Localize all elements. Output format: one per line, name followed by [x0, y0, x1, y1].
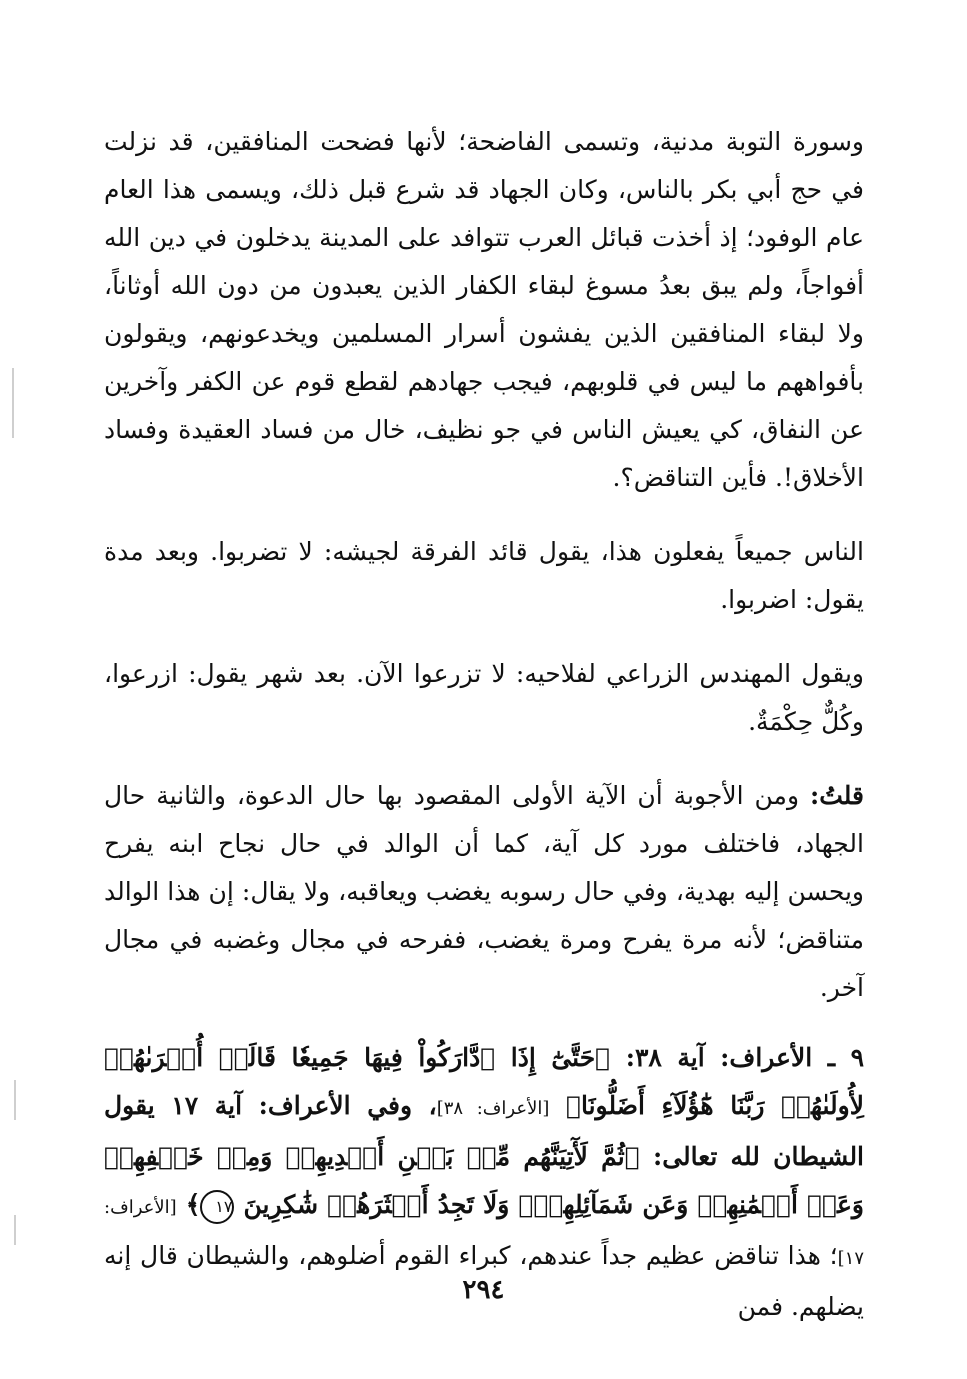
paragraph-army-commander: الناس جميعاً يفعلون هذا، يقول قائد الفرقة لجيشه: لا تضربوا. وبعد مدة يقول: اضربوا.	[104, 537, 864, 614]
al-araf-17-intro: ، وفي الأعراف: آية ١٧ يقول الشيطان لله تعالى:	[104, 1091, 865, 1171]
scan-edge-mark-top	[12, 368, 14, 438]
quran-verse-17-close: ﴾	[176, 1190, 201, 1219]
verse-reference-17: [الأعراف: ١٧]	[104, 1197, 864, 1269]
paragraph-agricultural-engineer: ويقول المهندس الزراعي لفلاحيه: لا تزرعوا الآن. بعد شهر يقول: ازرعوا، وكُلٌّ حِكْمَةٌ.	[104, 659, 864, 736]
verse-reference-38: [الأعراف: ٣٨]	[436, 1098, 550, 1119]
answer-text: ومن الأجوبة أن الآية الأولى المقصود بها حال الدعوة، والثانية حال الجهاد، فاختلف مورد كل آية، كما أن الوالد في حال نجاح ابنه يفرح ويحسن إليه بهدية، وفي حال رسوبه يغضب ويعاقبه، ولا يقال: إن هذا الوالد متناقض؛ لأنه مرة يفرح ومرة يغضب، ففرحه في مجال وغضبه في مجال آخر.	[104, 781, 864, 1002]
al-araf-heading: ٩ ـ الأعراف: آية ٣٨:	[625, 1043, 865, 1072]
answer-lead: قلتُ:	[809, 781, 864, 810]
scan-edge-mark-middle	[14, 1080, 16, 1120]
quran-verse-38: ﴿حَتَّىٰٓ إِذَا ٱدَّارَكُواْ فِيهَا جَمِيعٗا قَالَتۡ أُخۡرَىٰهُمۡ لِأُولَىٰهُمۡ رَبَّنَا هَٰٓؤُلَآءِ أَضَلُّونَا﴾	[104, 1043, 864, 1120]
page-number: ٢٩٤	[462, 1275, 505, 1305]
quran-verse-17: ﴿ثُمَّ لَأٓتِيَنَّهُم مِّنۢ بَيۡنِ أَيۡدِيهِمۡ وَمِنۡ خَلۡفِهِمۡ وَعَنۡ أَيۡمَٰنِهِمۡ وَعَن شَمَآئِلِهِمۡۖ وَلَا تَجِدُ أَكۡثَرَهُمۡ شَٰكِرِينَ	[104, 1142, 864, 1219]
ayah-number-mark: ١٧	[200, 1190, 234, 1224]
al-araf-conclusion: ؛ هذا تناقض عظيم جداً عندهم، كبراء القوم أضلوهم، والشيطان قال إنه يضلهم. فمن	[104, 1241, 864, 1321]
paragraph-surat-at-tawba: وسورة التوبة مدنية، وتسمى الفاضحة؛ لأنها فضحت المنافقين، قد نزلت في حج أبي بكر بالناس، وكان الجهاد قد شرع قبل ذلك، ويسمى هذا العام عام الوفود؛ إذ أخذت قبائل العرب تتوافد على المدينة يدخلون في دين الله أفواجاً، ولم يبق بعدُ مسوغ لبقاء الكفار الذين يعبدون من دون الله أوثاناً، ولا لبقاء المنافقين الذين يفشون أسرار المسلمين ويخدعونهم، ويقولون بأفواههم ما ليس في قلوبهم، فيجب جهادهم لقطع قوم عن الكفر وآخرين عن النفاق، كي يعيش الناس في جو نظيف، خال من فساد العقيدة وفساد الأخلاق!. فأين التناقض؟.	[104, 127, 864, 492]
page-body	[104, 118, 864, 1331]
paragraph-answer	[104, 772, 864, 1012]
scan-edge-mark-bottom	[14, 1215, 16, 1245]
